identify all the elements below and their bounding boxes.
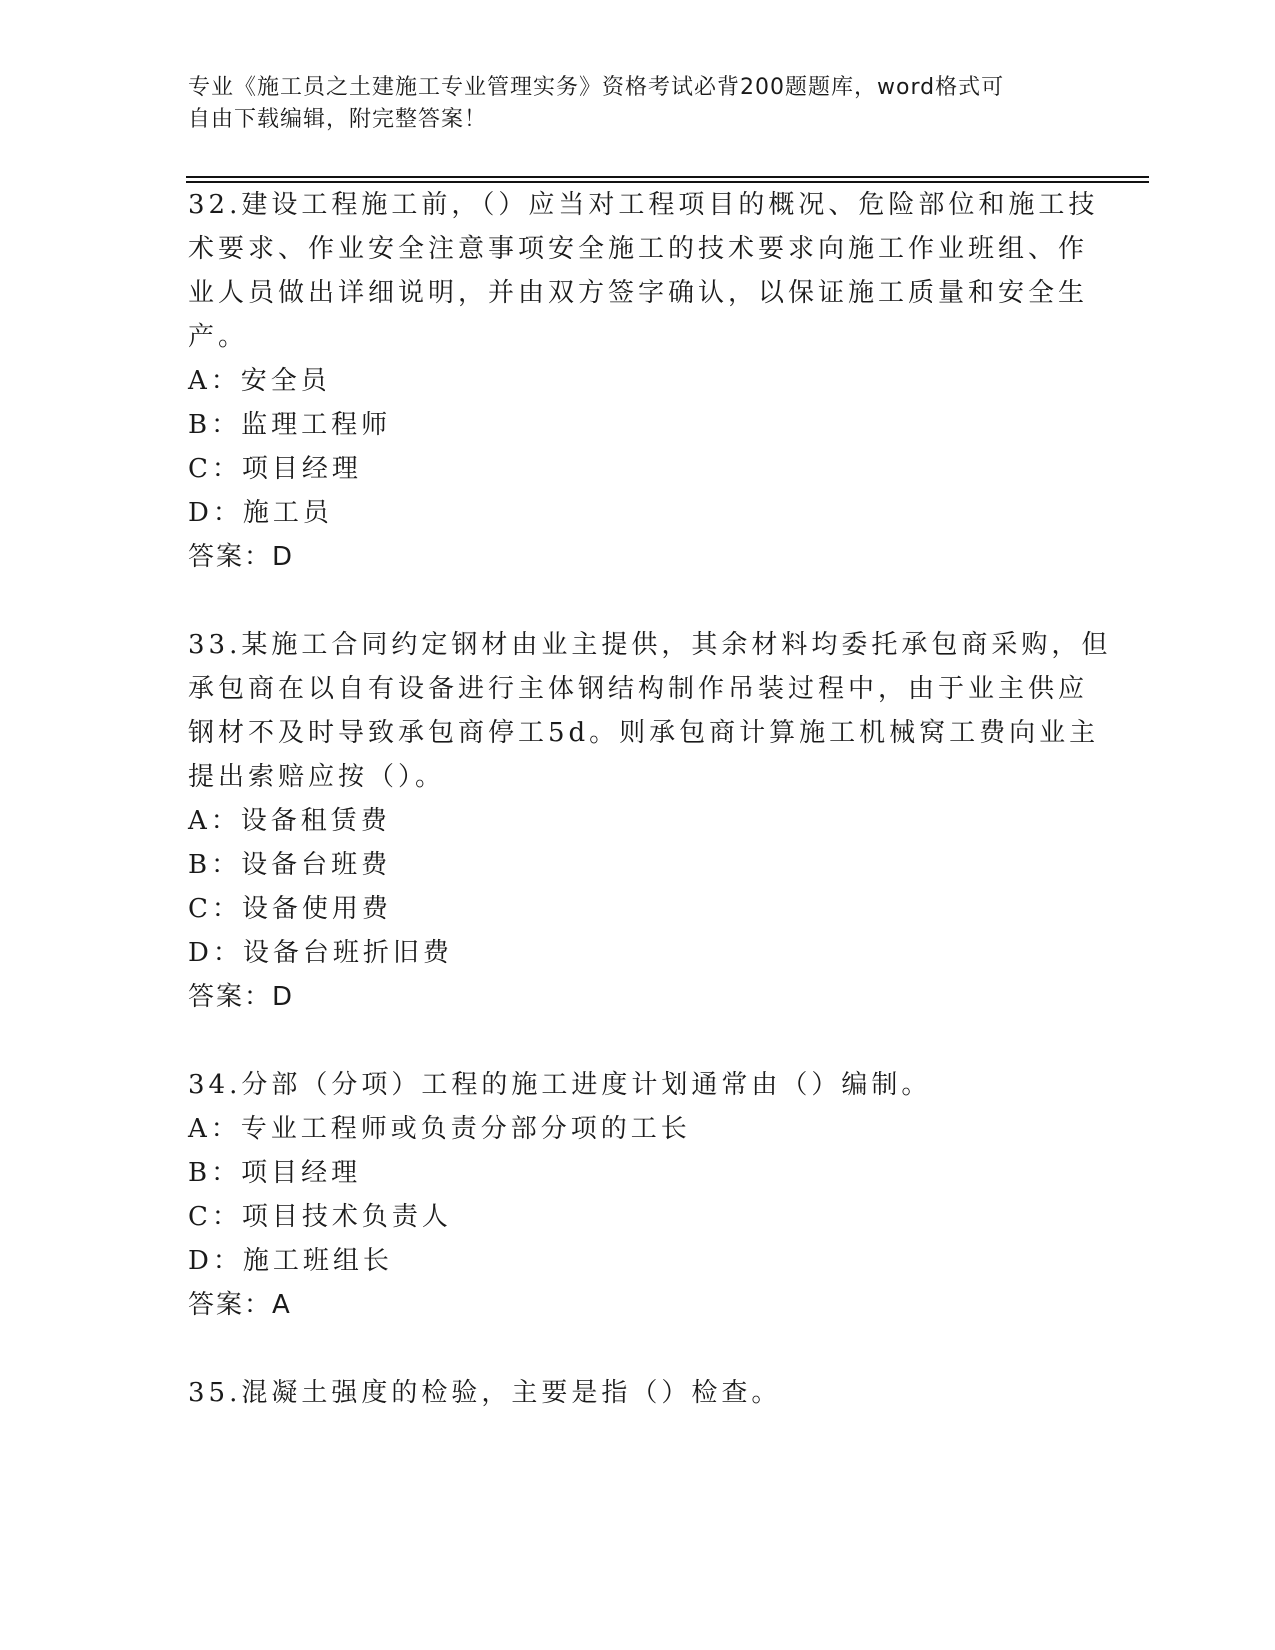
- option-d: D：设备台班折旧费: [188, 938, 453, 968]
- question-stem-line: 33.某施工合同约定钢材由业主提供，其余材料均委托承包商采购，但: [188, 630, 1112, 660]
- question-stem-line: 提出索赔应按（）。: [188, 762, 446, 792]
- question-stem-line: 钢材不及时导致承包商停工5d。则承包商计算施工机械窝工费向业主: [188, 718, 1100, 748]
- header-line-1: 专业《施工员之土建施工专业管理实务》资格考试必背200题题库，word格式可: [188, 75, 1005, 100]
- question-stem-line: 32.建设工程施工前，（）应当对工程项目的概况、危险部位和施工技: [188, 190, 1099, 220]
- option-a: A：专业工程师或负责分部分项的工长: [188, 1114, 691, 1144]
- question-stem-line: 产。: [188, 322, 249, 352]
- header-divider-top: [186, 176, 1149, 178]
- header-line-2: 自由下载编辑，附完整答案！: [188, 107, 488, 132]
- option-a: A：设备租赁费: [188, 806, 391, 836]
- option-d: D：施工员: [188, 498, 333, 528]
- header-divider-bottom: [186, 181, 1149, 183]
- option-b: B：设备台班费: [188, 850, 392, 880]
- option-d: D：施工班组长: [188, 1246, 393, 1276]
- option-b: B：项目经理: [188, 1158, 362, 1188]
- answer-label: 答案：D: [188, 982, 295, 1012]
- question-stem-line: 业人员做出详细说明，并由双方签字确认，以保证施工质量和安全生: [188, 278, 1089, 308]
- question-stem-line: 34.分部（分项）工程的施工进度计划通常由（）编制。: [188, 1070, 932, 1100]
- answer-label: 答案：A: [188, 1290, 292, 1320]
- option-a: A：安全员: [188, 366, 331, 396]
- option-c: C：项目技术负责人: [188, 1202, 452, 1232]
- option-c: C：设备使用费: [188, 894, 392, 924]
- option-c: C：项目经理: [188, 454, 362, 484]
- question-stem-line: 35.混凝土强度的检验，主要是指（）检查。: [188, 1378, 782, 1408]
- question-stem-line: 术要求、作业安全注意事项安全施工的技术要求向施工作业班组、作: [188, 234, 1089, 264]
- question-stem-line: 承包商在以自有设备进行主体钢结构制作吊装过程中，由于业主供应: [188, 674, 1089, 704]
- document-header: [188, 72, 1068, 136]
- answer-label: 答案：D: [188, 542, 295, 572]
- option-b: B：监理工程师: [188, 410, 392, 440]
